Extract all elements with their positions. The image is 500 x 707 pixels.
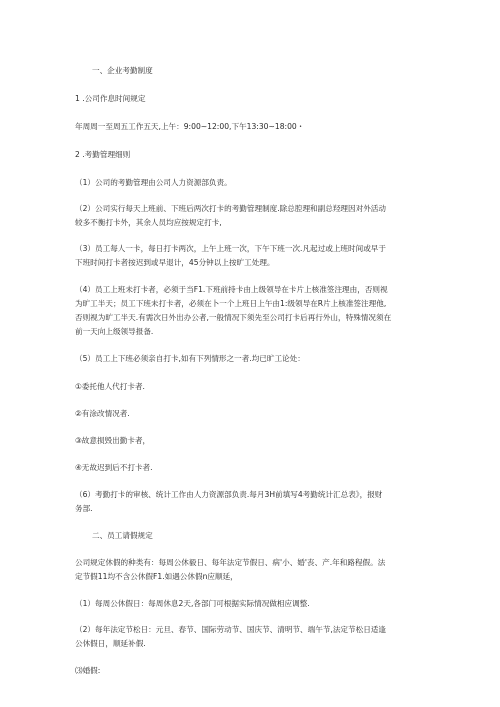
rule-5: （5）员工上下班必须亲自打卡,如有下列情形之一者.均已旷工论处： xyxy=(75,354,305,363)
item1-text: 年周周一至周五工作五天,上午：9:00~12:00,下午13:30~18:00・ xyxy=(75,122,305,131)
rule-2-line-1: （2）公司实行每天上班前、下班后两次打卡的考勤管理制度.除总腔理和副总羟理因对外活动 xyxy=(75,204,386,213)
rule-4-line-3: 否则视为旷工半天.有需次日外出办公者,一般情况下须先至公司打卡后再行外山，特殊情况须在 xyxy=(75,313,392,322)
leave-item-1: （1）每周公休假日：每周休息2天,各部门可根据实际情况做相应调整. xyxy=(75,599,310,608)
violation-1: ①委托他人代打卡者. xyxy=(75,382,145,391)
item2-heading: 2 .考勤管理细则 xyxy=(75,150,131,159)
leave-item-2-line-1: （2）每年法定节松日：元旦、春节、国际劳动节、国庆节、清明节、端午节,法定节松日适逢 xyxy=(75,625,386,634)
rule-3-line-2: 下班时间打卡者按迟到或早退计，45分钟以上按旷工处理。 xyxy=(75,258,275,267)
rule-4-line-4: 前一天向上级领导报备. xyxy=(75,327,154,336)
rule-3-line-1: （3）员工每人一卡，每日打卡两次，上午上班一次，下午下班一次.凡起过或上班时间或早于 xyxy=(75,244,386,253)
rule-2-line-2: 较多不衡打卡外，其余人员均应按规定打卡, xyxy=(75,218,222,227)
violation-2: ②有涂改情况者. xyxy=(75,409,130,418)
violation-4: ④无故迟到后不打卡者. xyxy=(75,463,153,472)
rule-1: （1）公司的考勤管理由公司人力资源部负责。 xyxy=(75,178,232,187)
section1-heading: 一、企业考勤制度 xyxy=(92,66,153,75)
leave-item-3: ⑶婚假: xyxy=(75,666,101,675)
rule-6-line-1: （6）考勤打卡的审核、统计工作由人力资源部负责.每月3H前填写4考勤统计汇总表》，报财 xyxy=(75,490,383,499)
rule-4-line-1: （4）员工上班未打卡者，必须于当F1.下班前持卡由上级领导在卡片上核准签注理由，否则视 xyxy=(75,285,388,294)
violation-3: ③故意损毁出勤卡者， xyxy=(75,436,151,445)
leave-intro-line-2: 定节假11均不含公休假F1.如遇公休假n应顺延， xyxy=(75,572,238,581)
leave-item-2-line-2: 公休假日，顺延补假. xyxy=(75,639,146,648)
item1-heading: 1 .公司作息时间规定 xyxy=(75,94,146,103)
section2-heading: 二、员工请假规定 xyxy=(92,531,153,540)
leave-intro-line-1: 公司规定休假的种类有：每周公休毅日、每年法定节假日、病'小、婚'丧、产.年和路程假。法 xyxy=(75,558,386,567)
rule-4-line-2: 为旷工半天；员工下班未打卡者，必须在卜一个上班日上午由1:级领导在R片上核准签注理他, xyxy=(75,299,387,308)
rule-6-line-2: 务部. xyxy=(75,504,93,513)
